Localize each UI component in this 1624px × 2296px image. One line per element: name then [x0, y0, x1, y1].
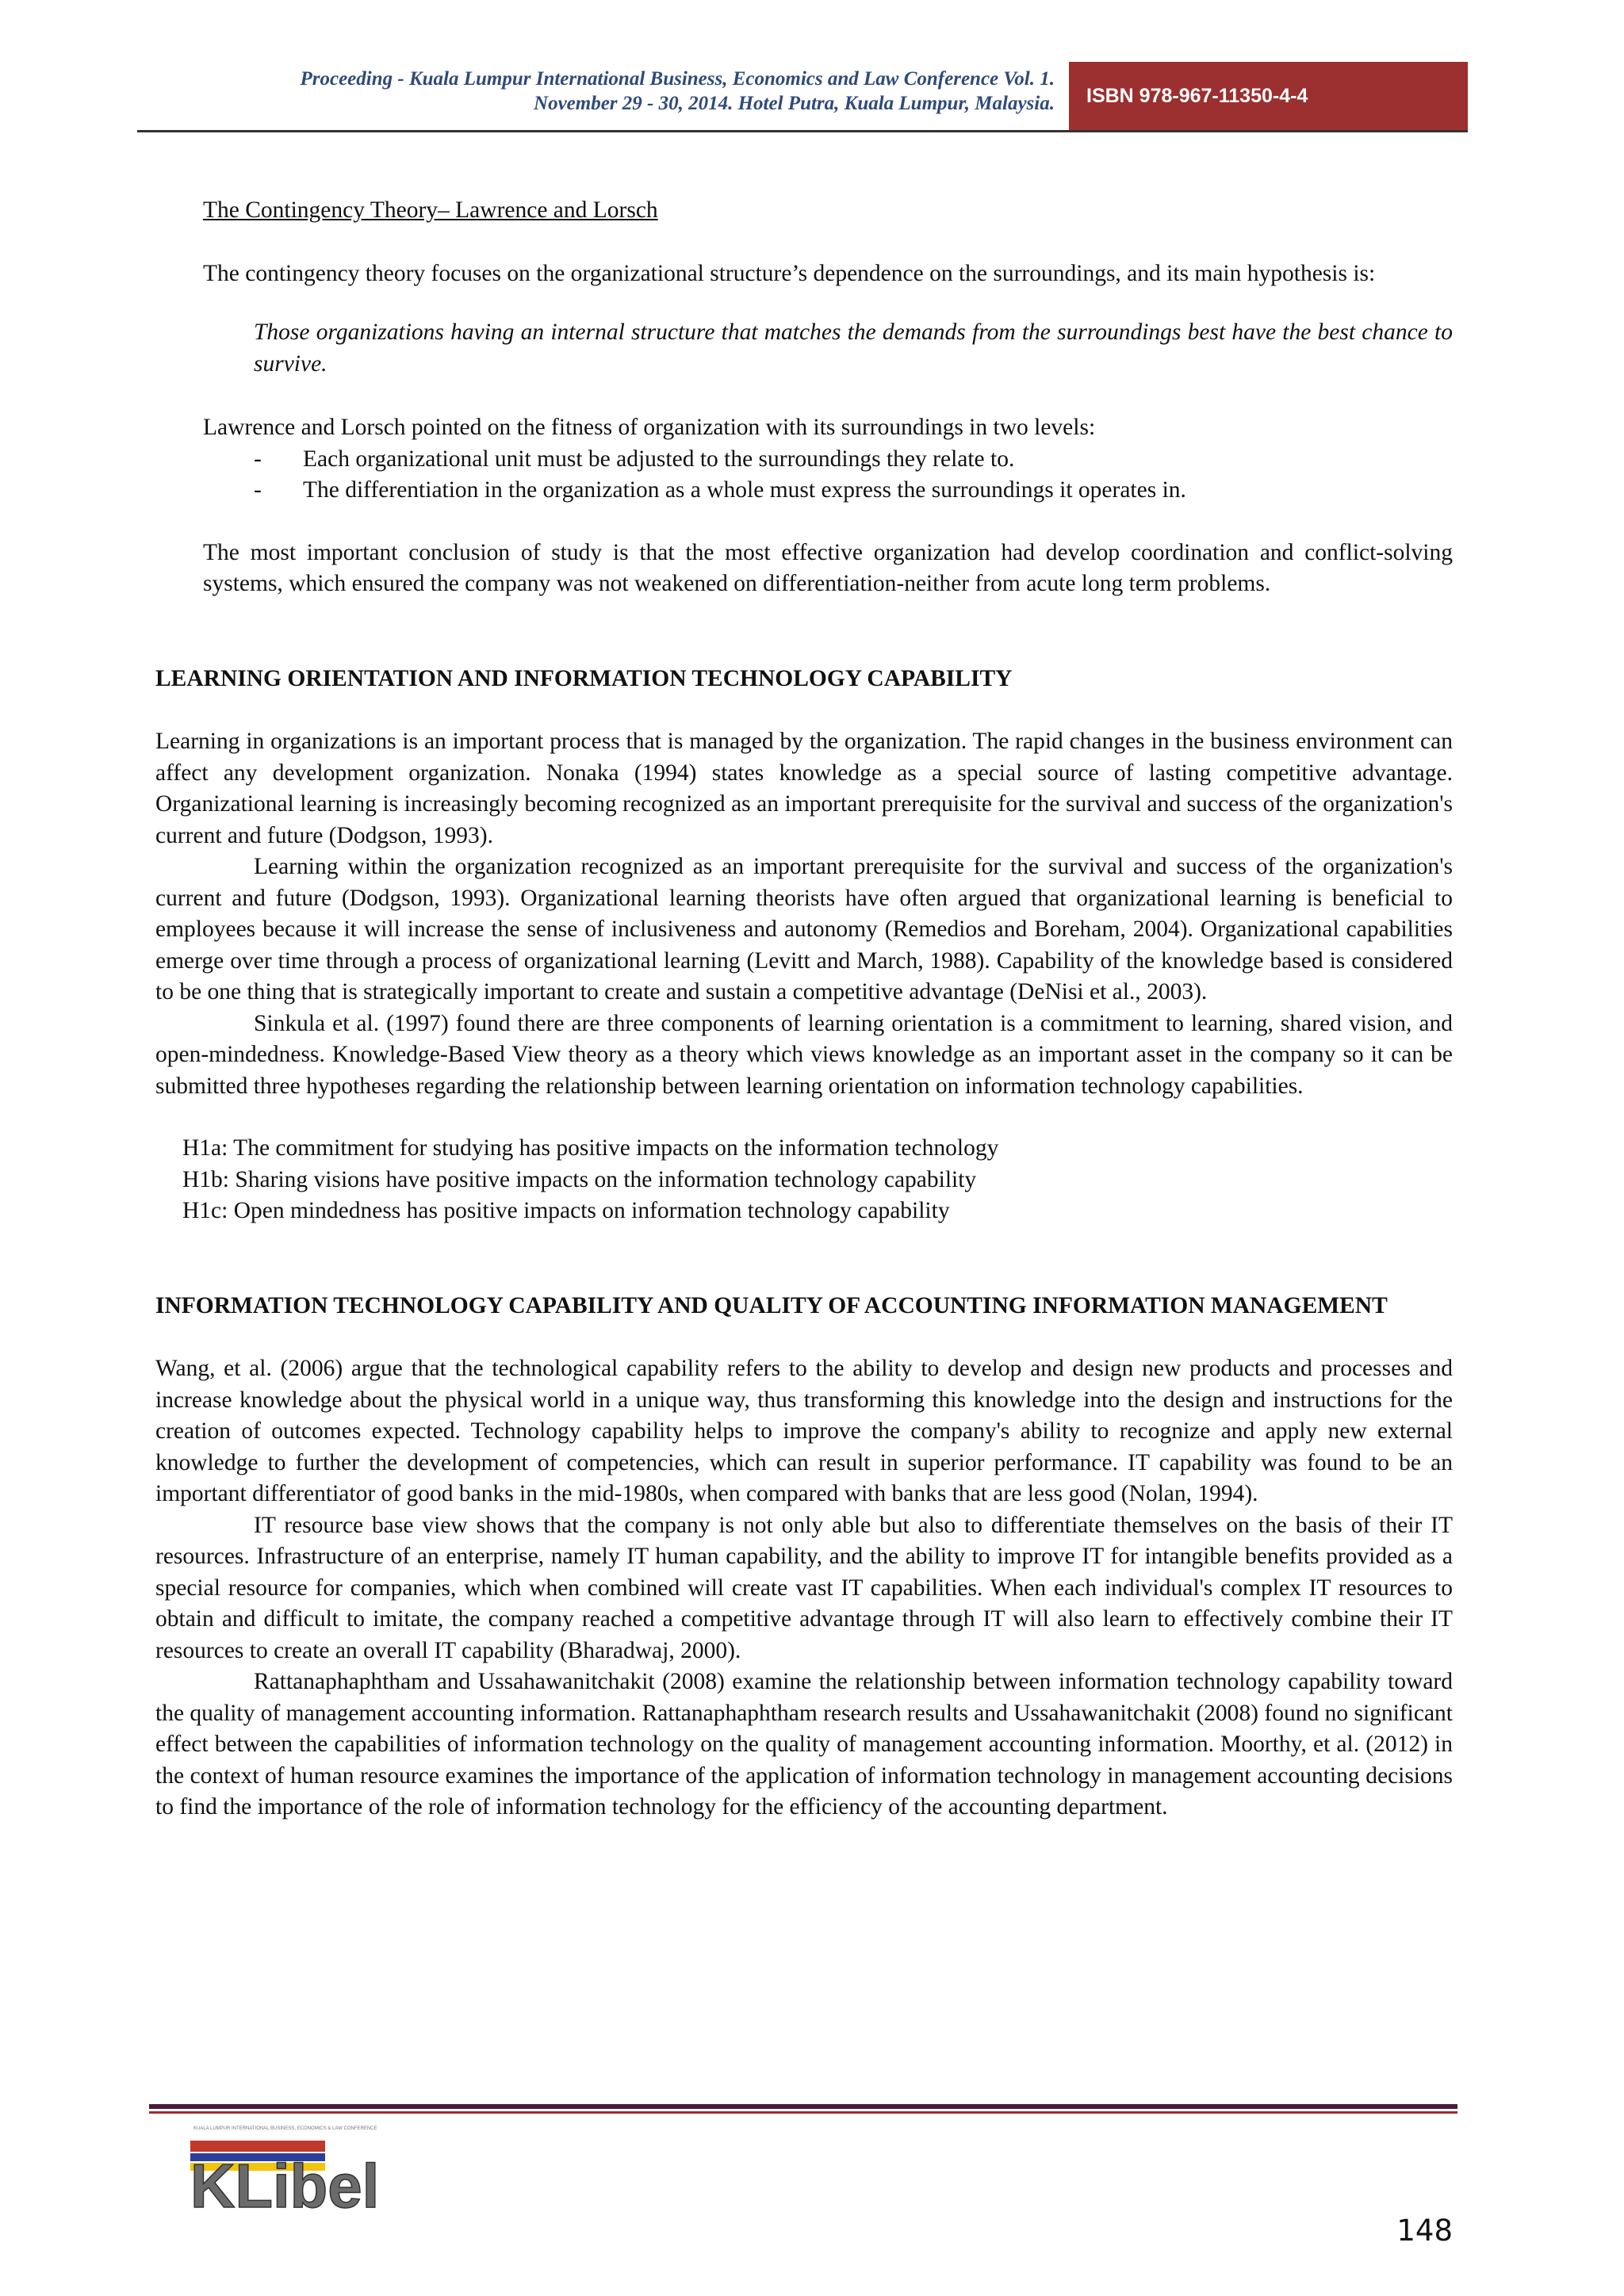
hypothesis-h1a: H1a: The commitment for studying has positive impacts on the information technology	[182, 1135, 999, 1161]
bullet-item	[254, 444, 1453, 476]
hypothesis-h1c: H1c: Open mindedness has positive impacts on information technology capability	[182, 1198, 950, 1223]
section2-paragraph-2: IT resource base view shows that the company is not only able but also to differentiate themselves on the basis of their IT resources. Infrastructure of an enterprise, namely IT human capability, and the ability to improve IT for intangible benefits provided as a special resource for companies, which when combined will create vast IT capabilities. When each individual's complex IT resources to obtain and difficult to imitate, the company reached a competitive advantage through IT will also learn to effectively combine their IT resources to create an overall IT capability (Bharadwaj, 2000).	[155, 1512, 1453, 1663]
header-citation	[143, 67, 1055, 116]
klibel-logo	[182, 2118, 468, 2237]
hypothesis-quote: Those organizations having an internal structure that matches the demands from the surroundings best have the best chance to survive.	[254, 320, 1453, 377]
contingency-conclusion	[203, 538, 1453, 600]
section-heading-learning-orientation: LEARNING ORIENTATION AND INFORMATION TECHNOLOGY CAPABILITY	[155, 665, 1013, 691]
bullet-text: The differentiation in the organization as a whole must express the surroundings it operates in.	[303, 477, 1186, 503]
bullet-item	[254, 475, 1453, 507]
contingency-subsection	[203, 195, 1453, 289]
footer-rule-red	[149, 2111, 1457, 2114]
subsection-paragraph-3: The most important conclusion of study is that the most effective organization had develop coordination and conflict-solving systems, which ensured the company was not weakened on differentiation-neither from acute long term problems.	[203, 539, 1453, 596]
header-line-2: November 29 - 30, 2014. Hotel Putra, Kuala Lumpur, Malaysia.	[534, 93, 1055, 114]
page-number: 148	[1396, 2214, 1453, 2248]
contingency-subsection-cont	[203, 412, 1453, 444]
hypotheses-list	[182, 1133, 1453, 1227]
bullet-dash: -	[254, 446, 262, 472]
logo-tagline: KUALA LUMPUR INTERNATIONAL BUSINESS, ECONOMICS & LAW CONFERENCE	[193, 2126, 377, 2131]
page-content	[155, 195, 1453, 1823]
subsection-paragraph-1: The contingency theory focuses on the organizational structure’s dependence on the surroundings, and its main hypothesis is:	[203, 260, 1376, 286]
isbn-badge: ISBN 978-967-11350-4-4	[1069, 62, 1468, 130]
subsection-paragraph-2: Lawrence and Lorsch pointed on the fitness of organization with its surroundings in two levels:	[203, 415, 1096, 440]
header-rule	[137, 130, 1468, 132]
hypothesis-h1b: H1b: Sharing visions have positive impacts on the information technology capability	[182, 1166, 977, 1192]
section-heading-it-capability: INFORMATION TECHNOLOGY CAPABILITY AND QUALITY OF ACCOUNTING INFORMATION MANAGEMENT	[155, 1292, 1388, 1318]
subsection-title: The Contingency Theory– Lawrence and Lorsch	[203, 197, 658, 223]
bullet-text: Each organizational unit must be adjusted to the surroundings they relate to.	[303, 446, 1015, 472]
fitness-bullet-list	[254, 444, 1453, 507]
section2-paragraph-1: Wang, et al. (2006) argue that the technological capability refers to the ability to develop and design new products and processes and increase knowledge about the physical world in a unique way, thus transforming this knowledge into the design and instructions for the creation of outcomes expected. Technology capability helps to improve the company's ability to recognize and apply new external knowledge to further the development of competencies, which can result in superior performance. IT capability was found to be an important differentiator of good banks in the mid-1980s, when compared with banks that are less good (Nolan, 1994).	[155, 1356, 1453, 1506]
section1-paragraph-1: Learning in organizations is an important process that is managed by the organization. The rapid changes in the business environment can affect any development organization. Nonaka (1994) states knowledge as a special source of lasting competitive advantage. Organizational learning is increasingly becoming recognized as an important prerequisite for the survival and success of the organization's current and future (Dodgson, 1993).	[155, 729, 1453, 848]
section1-paragraph-2: Learning within the organization recognized as an important prerequisite for the survival and success of the organization's current and future (Dodgson, 1993). Organizational learning theorists have often argued that organizational learning is beneficial to employees because it will increase the sense of inclusiveness and autonomy (Remedios and Boreham, 2004). Organizational capabilities emerge over time through a process of organizational learning (Levitt and March, 1988). Capability of the knowledge based is considered to be one thing that is strategically important to create and sustain a competitive advantage (DeNisi et al., 2003).	[155, 854, 1453, 1004]
logo-wordmark: KLibel	[190, 2151, 380, 2221]
section1-paragraph-3: Sinkula et al. (1997) found there are three components of learning orientation is a commitment to learning, shared vision, and open-mindedness. Knowledge-Based View theory as a theory which views knowledge as an important asset in the company so it can be submitted three hypotheses regarding the relationship between learning orientation on information technology capabilities.	[155, 1010, 1453, 1099]
header-line-1: Proceeding - Kuala Lumpur International Business, Economics and Law Conference Vol. 1.	[300, 68, 1055, 90]
section2-paragraph-3: Rattanaphaphtham and Ussahawanitchakit (2008) examine the relationship between information technology capability toward the quality of management accounting information. Rattanaphaphtham research results and Ussahawanitchakit (2008) found no significant effect between the capabilities of information technology on the quality of management accounting information. Moorthy, et al. (2012) in the context of human resource examines the importance of the application of information technology in management accounting decisions to find the importance of the role of information technology for the efficiency of the accounting department.	[155, 1669, 1453, 1820]
footer-rule-dark	[149, 2104, 1457, 2109]
bullet-dash: -	[254, 477, 262, 503]
